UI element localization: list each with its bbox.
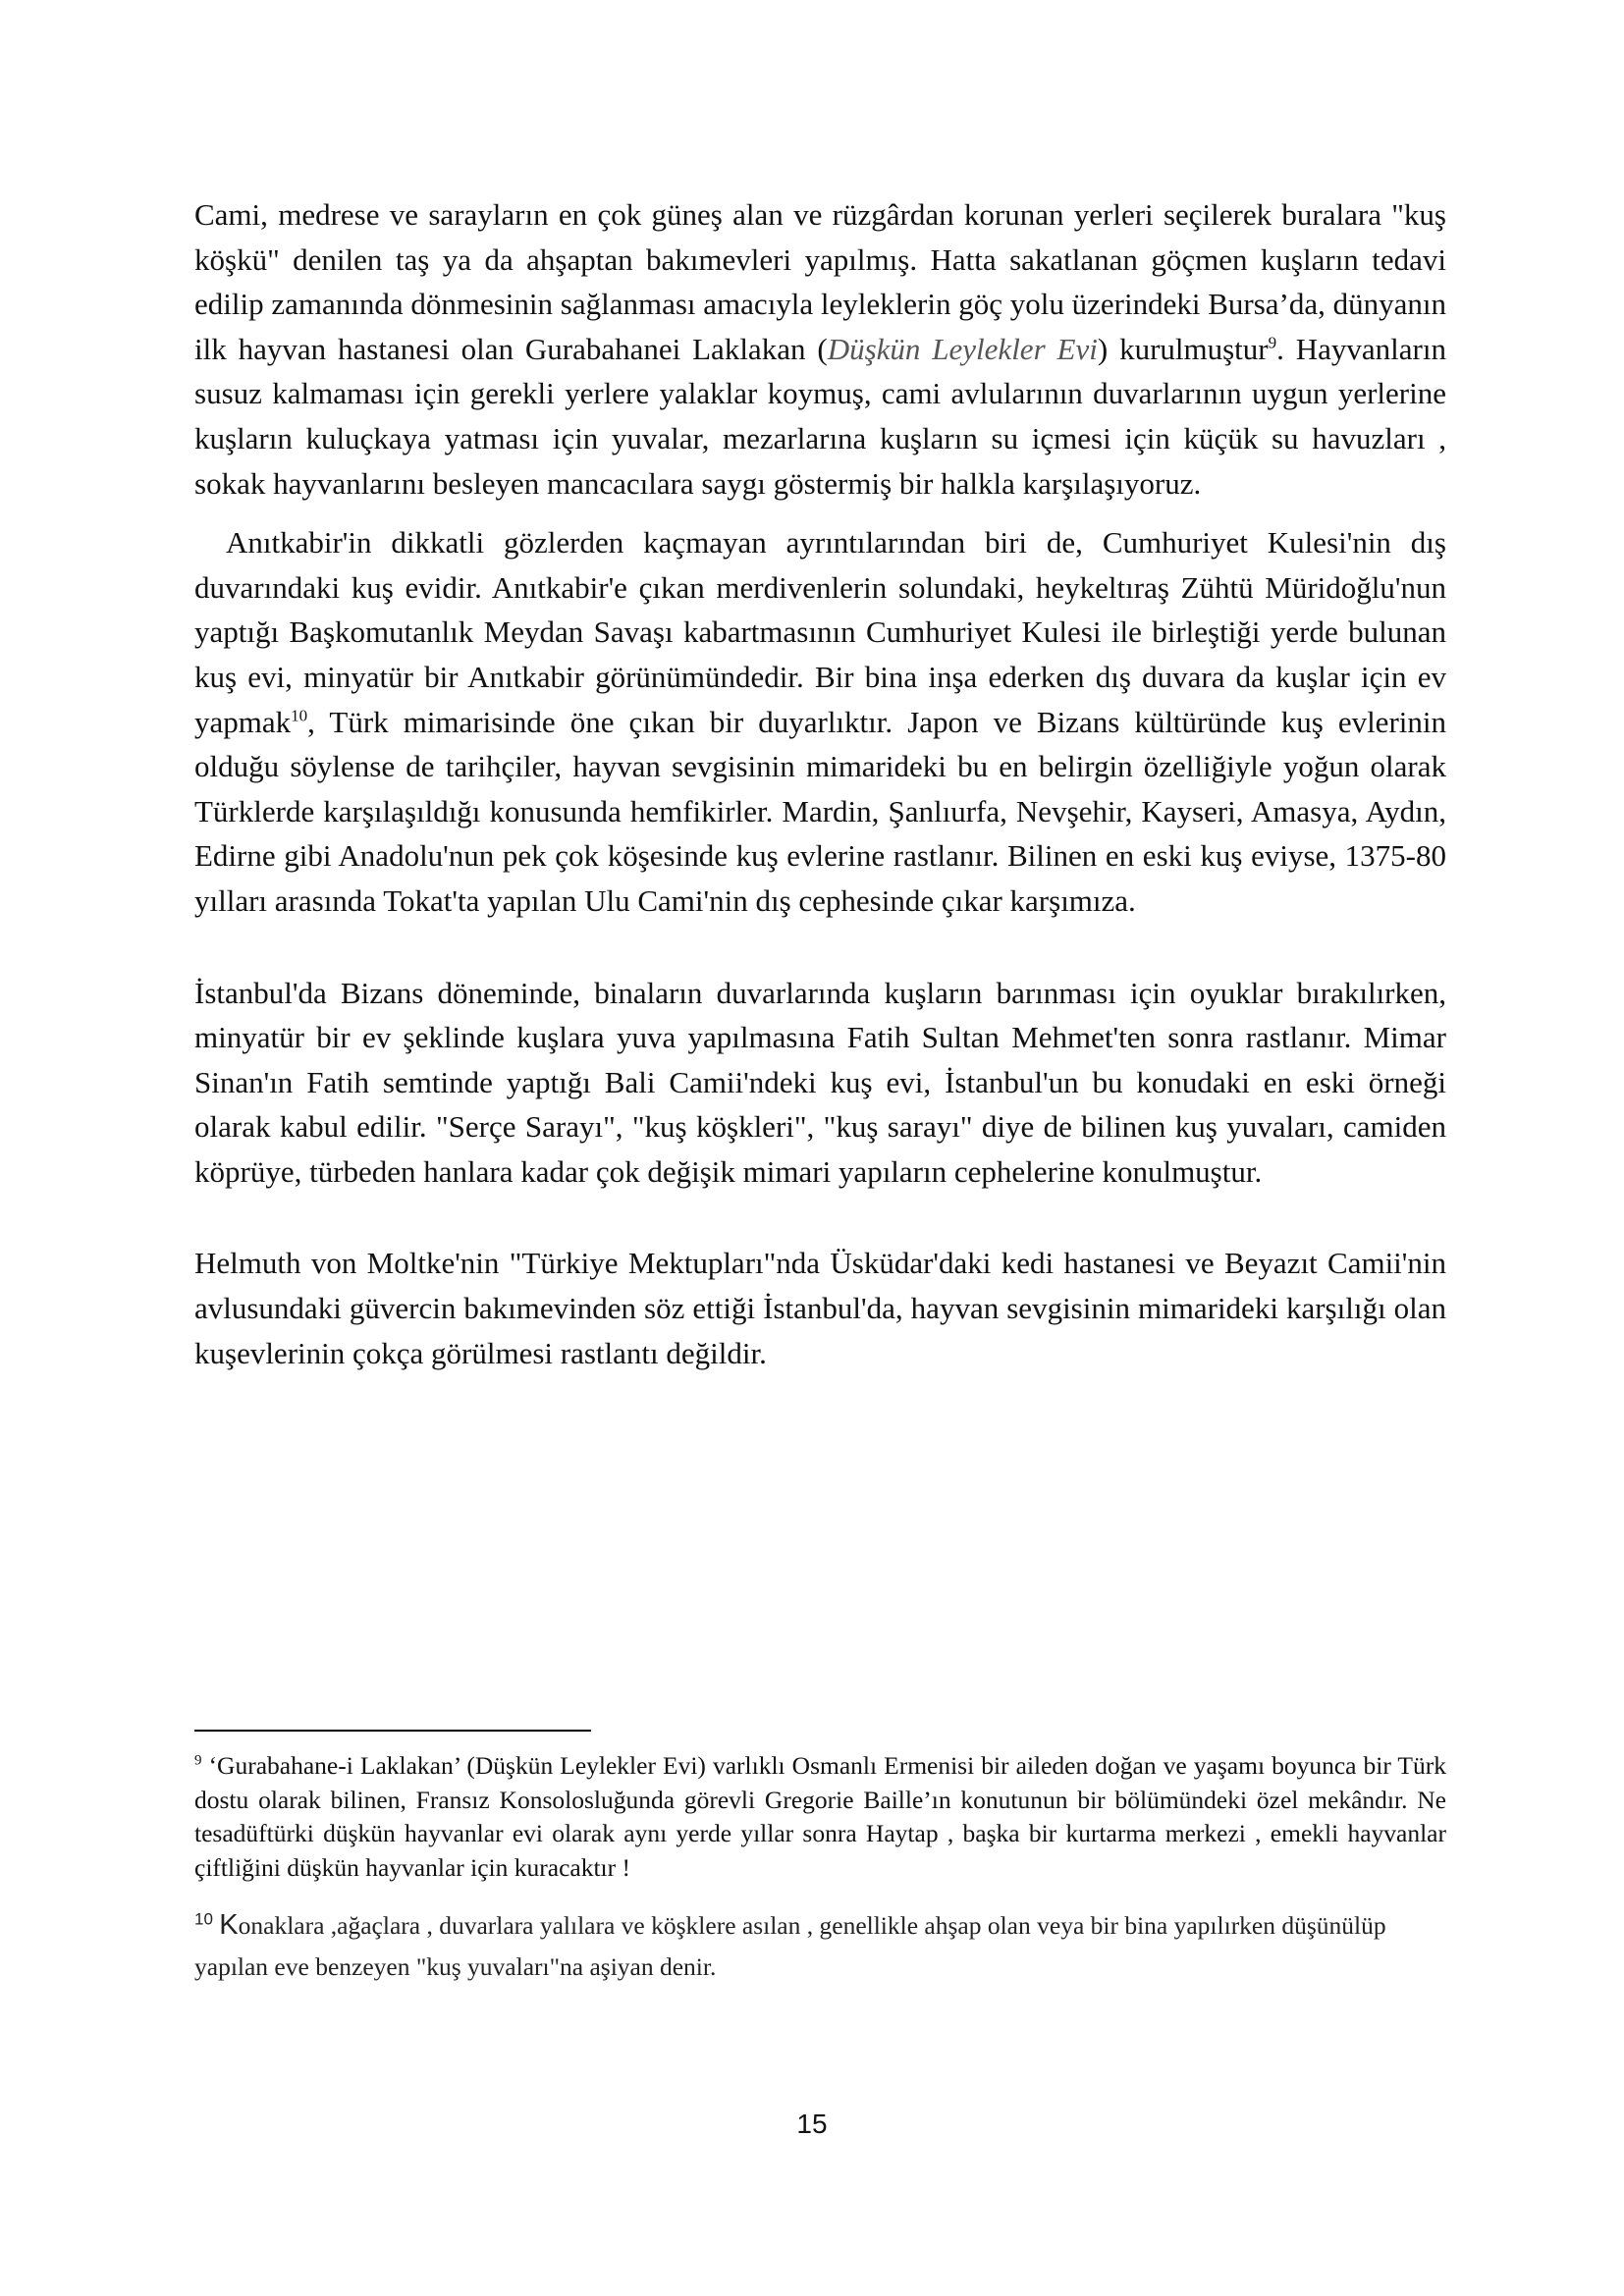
paragraph-3: İstanbul'da Bizans döneminde, binaların duvarlarında kuşların barınması için oyuklar bırakılırken, minyatür bir ev şeklinde kuşlara yuva yapılmasına Fatih Sultan Mehmet'ten sonra rastlanır. Mimar Sinan'ın Fatih semtinde yaptığı Bali Camii'ndeki kuş evi, İstanbul'un bu konudaki en eski örneği olarak kabul edilir. "Serçe Sarayı", "kuş köşkleri", "kuş sarayı" diye de bilinen kuş yuvaları, camiden köprüye, türbeden hanlara kadar çok değişik mimari yapıların cephelerine konulmuştur. <box>194 975 1446 1189</box>
paragraph-2-text-end: , Türk mimarisinde öne çıkan bir duyarlıktır. Japon ve Bizans kültüründe kuş evlerinin olduğu söylense de tarihçiler, hayvan sevgisinin mimarideki bu en belirgin özelliğiyle yoğun olarak Türklerde karşılaşıldığı konusunda hemfikirler. Mardin, Şanlıurfa, Nevşehir, Kayseri, Amasya, Aydın, Edirne gibi Anadolu'nun pek çok köşesinde kuş evlerine rastlanır. Bilinen en eski kuş eviyse, 1375-80 yılları arasında Tokat'ta yapılan Ulu Cami'nin dış cephesinde çıkar karşımıza. <box>194 704 1446 918</box>
paragraph-1-text-end: . Hayvanların susuz kalmaması için gerekli yerlere yalaklar koymuş, cami avlularının duvarlarının uygun yerlerine kuşların kuluçkaya yatması için yuvalar, mezarlarına kuşların su içmesi için küçük su havuzları , sokak hayvanlarını besleyen mancacılara saygı göstermiş bir halkla karşılaşıyoruz. <box>194 331 1446 501</box>
paragraph-1 <box>194 192 1446 506</box>
footnotes <box>194 1749 1446 1988</box>
footnote-9 <box>194 1749 1446 1885</box>
footnote-number: 10 <box>194 1909 213 1929</box>
footnote-10 <box>194 1904 1446 1988</box>
italic-phrase: Düşkün Leylekler Evi <box>827 331 1098 366</box>
footnote-ref-10[interactable]: 10 <box>291 706 308 725</box>
page-number: 15 <box>796 2109 828 2139</box>
body-text <box>194 192 1446 1375</box>
paragraph-4: Helmuth von Moltke'nin "Türkiye Mektupları"nda Üsküdar'daki kedi hastanesi ve Beyazıt Camii'nin avlusundaki güvercin bakımevinden söz ettiği İstanbul'da, hayvan sevgisinin mimarideki karşılığı olan kuşevlerinin çokça görülmesi rastlantı değildir. <box>194 1246 1446 1370</box>
footnote-number: 9 <box>194 1752 202 1769</box>
paragraph-1-text-middle: ) kurulmuştur <box>1097 331 1269 366</box>
footnote-text: ‘Gurabahane-i Laklakan’ (Düşkün Leylekler Evi) varlıklı Osmanlı Ermenisi bir aileden doğan ve yaşamı boyunca bir Türk dostu olarak bilinen, Fransız Konsolosluğunda görevli Gregorie Baille’ın konutunun bir bölümündeki özel mekândır. Ne tesadüftürki düşkün hayvanlar evi olarak aynı yerde yıllar sonra Haytap , başka bir kurtarma merkezi , emekli hayvanlar çiftliğini düşkün hayvanlar için kuracaktır ! <box>194 1751 1447 1882</box>
paragraph-2-text-start: Anıtkabir'in dikkatli gözlerden kaçmayan ayrıntılarından biri de, Cumhuriyet Kulesi'nin dış duvarındaki kuş evidir. Anıtkabir'e çıkan merdivenlerin solundaki, heykeltıraş Zühtü Müridoğlu'nun yaptığı Başkomutanlık Meydan Savaşı kabartmasının Cumhuriyet Kulesi ile birleştiği yerde bulunan kuş evi, minyatür bir Anıtkabir görünümündedir. Bir bina inşa ederken dış duvara da kuşlar için ev yapmak <box>194 525 1446 739</box>
paragraph-1-text-start: Cami, medrese ve sarayların en çok güneş alan ve rüzgârdan korunan yerleri seçilerek buralara "kuş köşkü" denilen taş ya da ahşaptan bakımevleri yapılmış. Hatta sakatlanan göçmen kuşların tedavi edilip zamanında dönmesinin sağlanması amacıyla leyleklerin göç yolu üzerindeki Bursa’da, dünyanın ilk hayvan hastanesi olan Gurabahanei Laklakan ( <box>194 197 1446 366</box>
footnote-separator <box>194 1730 591 1732</box>
footnote-ref-9[interactable]: 9 <box>1268 333 1277 352</box>
paragraph-2 <box>194 520 1446 923</box>
footnote-text: onaklara ,ağaçlara , duvarlara yalılara ve köşklere asılan , genellikle ahşap olan veya bir bina yapılırken düşünülüp yapılan eve benzeyen "kuş yuvaları"na aşiyan denir. <box>194 1911 1386 1981</box>
footnote-first-letter: K <box>219 1909 239 1941</box>
